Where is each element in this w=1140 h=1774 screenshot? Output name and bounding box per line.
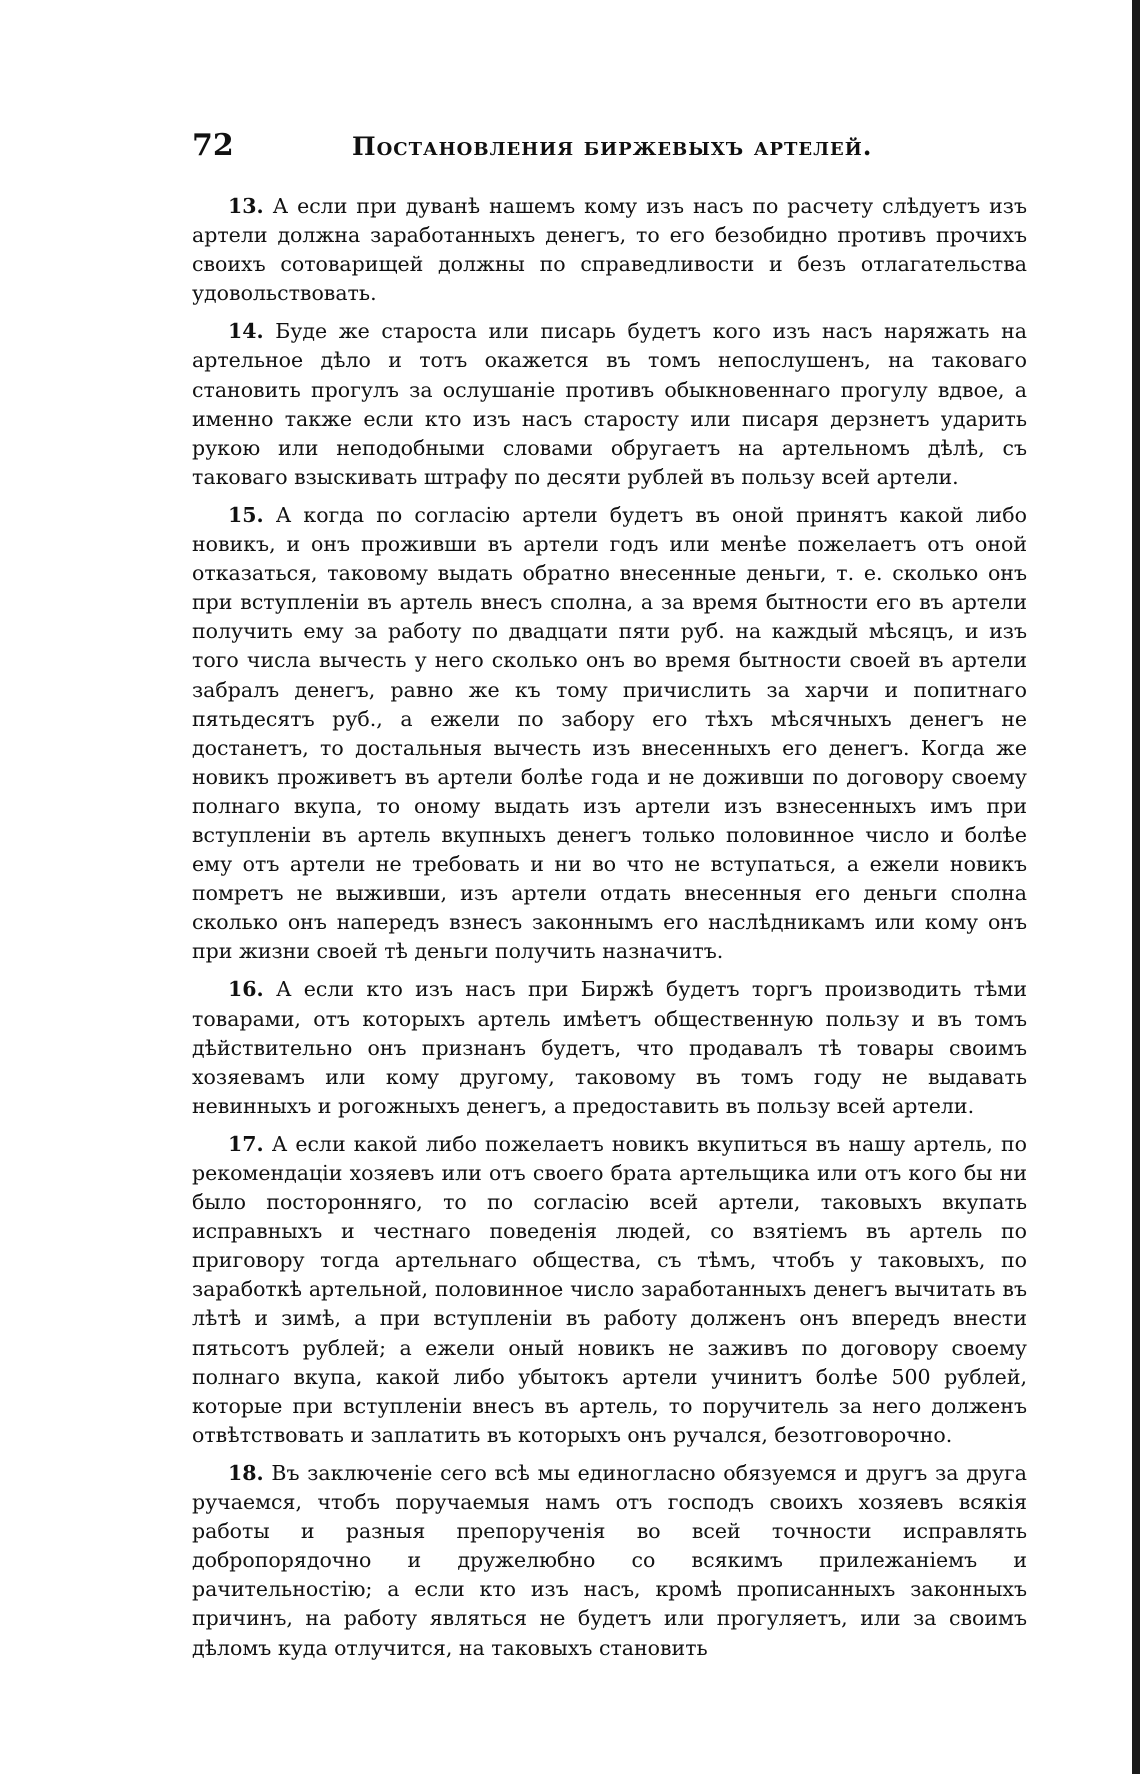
section-18 [192, 1459, 1027, 1663]
section-number: 18. [228, 1460, 264, 1485]
section-number: 15. [228, 502, 264, 527]
section-13 [192, 192, 1027, 308]
scan-edge-shadow [1132, 0, 1140, 1774]
section-text: Буде же староста или писарь будетъ кого изъ насъ наряжать на артельное дѣло и тотъ окажется въ томъ непослушенъ, на таковаго становить прогулъ за ослушаніе противъ обыкновеннаго прогулу вдвое, а именно также если кто изъ насъ старосту или писаря дерзнетъ ударить рукою или неподобными словами обругаетъ на артельномъ дѣлѣ, съ таковаго взыскивать штрафу по десяти рублей въ пользу всей артели. [192, 319, 1027, 489]
section-14 [192, 317, 1027, 492]
section-16 [192, 975, 1027, 1120]
section-number: 14. [228, 319, 264, 344]
section-text: Въ заключеніе сего всѣ мы единогласно обязуемся и другъ за друга ручаемся, чтобъ поручаемыя намъ отъ господъ своихъ хозяевъ всякія работы и разныя препорученія во всей точности исправлять добропорядочно и дружелюбно со всякимъ прилежаніемъ и рачительностію; а если кто изъ насъ, кромѣ прописанныхъ законныхъ причинъ, на работу являться не будетъ или прогуляетъ, или за своимъ дѣломъ куда отлучится, на таковыхъ становить [192, 1460, 1027, 1660]
running-head [192, 128, 1027, 176]
section-number: 17. [228, 1131, 264, 1156]
section-17 [192, 1130, 1027, 1450]
running-title: Постановления биржевыхъ артелей. [352, 132, 873, 161]
section-15 [192, 501, 1027, 967]
section-number: 13. [228, 194, 264, 218]
page-number: 72 [192, 128, 234, 163]
section-number: 16. [228, 977, 264, 1002]
section-text: А когда по согласію артели будетъ въ оной принятъ какой либо новикъ, и онъ проживши въ артели годъ или менѣе пожелаетъ отъ оной отказаться, таковому выдать обратно внесенные деньги, т. е. сколько онъ при вступленіи въ артель внесъ сполна, а за время бытности его въ артели получить ему за работу по двадцати пяти руб. на каждый мѣсяцъ, и изъ того числа вычесть у него сколько онъ во время бытности своей въ артели забралъ денегъ, равно же къ тому причислить за харчи и попитнаго пятьдесятъ руб., а ежели по забору его тѣхъ мѣсячныхъ денегъ не достанетъ, то достальныя вычесть изъ внесенныхъ его денегъ. Когда же новикъ проживетъ въ артели болѣе года и не доживши по договору своему полнаго вкупа, то оному выдать изъ артели изъ взнесенныхъ имъ при вступленіи въ артель вкупныхъ денегъ только половинное число и болѣе ему отъ артели не требовать и ни во что не вступаться, а ежели новикъ помретъ не выживши, изъ артели отдать внесенныя его деньги сполна сколько онъ напередъ взнесъ законнымъ его наслѣдникамъ или кому онъ при жизни своей тѣ деньги получить назначитъ. [192, 502, 1027, 964]
document-page [192, 128, 1027, 1672]
section-text: А если при дуванѣ нашемъ кому изъ насъ по расчету слѣдуетъ изъ артели должна заработанныхъ денегъ, то его безобидно противъ прочихъ своихъ сотоварищей должны по справедливости и безъ отлагательства удовольствовать. [192, 194, 1027, 306]
section-text: А если кто изъ насъ при Биржѣ будетъ торгъ производить тѣми товарами, отъ которыхъ артель имѣетъ общественную пользу и въ томъ дѣйствительно онъ признанъ будетъ, что продавалъ тѣ товары своимъ хозяевамъ или кому другому, таковому въ томъ году не выдавать невинныхъ и рогожныхъ денегъ, а предоставить въ пользу всей артели. [192, 977, 1027, 1118]
section-text: А если какой либо пожелаетъ новикъ вкупиться въ нашу артель, по рекомендаціи хозяевъ или отъ своего брата артельщика или отъ кого бы ни было посторонняго, то по согласію всей артели, таковыхъ вкупать исправныхъ и честнаго поведенія людей, со взятіемъ въ артель по приговору тогда артельнаго общества, съ тѣмъ, чтобъ у таковыхъ, по заработкѣ артельной, половинное число заработанныхъ денегъ вычитать въ лѣтѣ и зимѣ, а при вступленіи въ работу долженъ онъ впередъ внести пятьсотъ рублей; а ежели оный новикъ не заживъ по договору своему полнаго вкупа, какой либо убытокъ артели учинитъ болѣе 500 рублей, которые при вступленіи внесъ въ артель, то поручитель за него долженъ отвѣтствовать и заплатить въ которыхъ онъ ручался, безотговорочно. [192, 1131, 1027, 1447]
